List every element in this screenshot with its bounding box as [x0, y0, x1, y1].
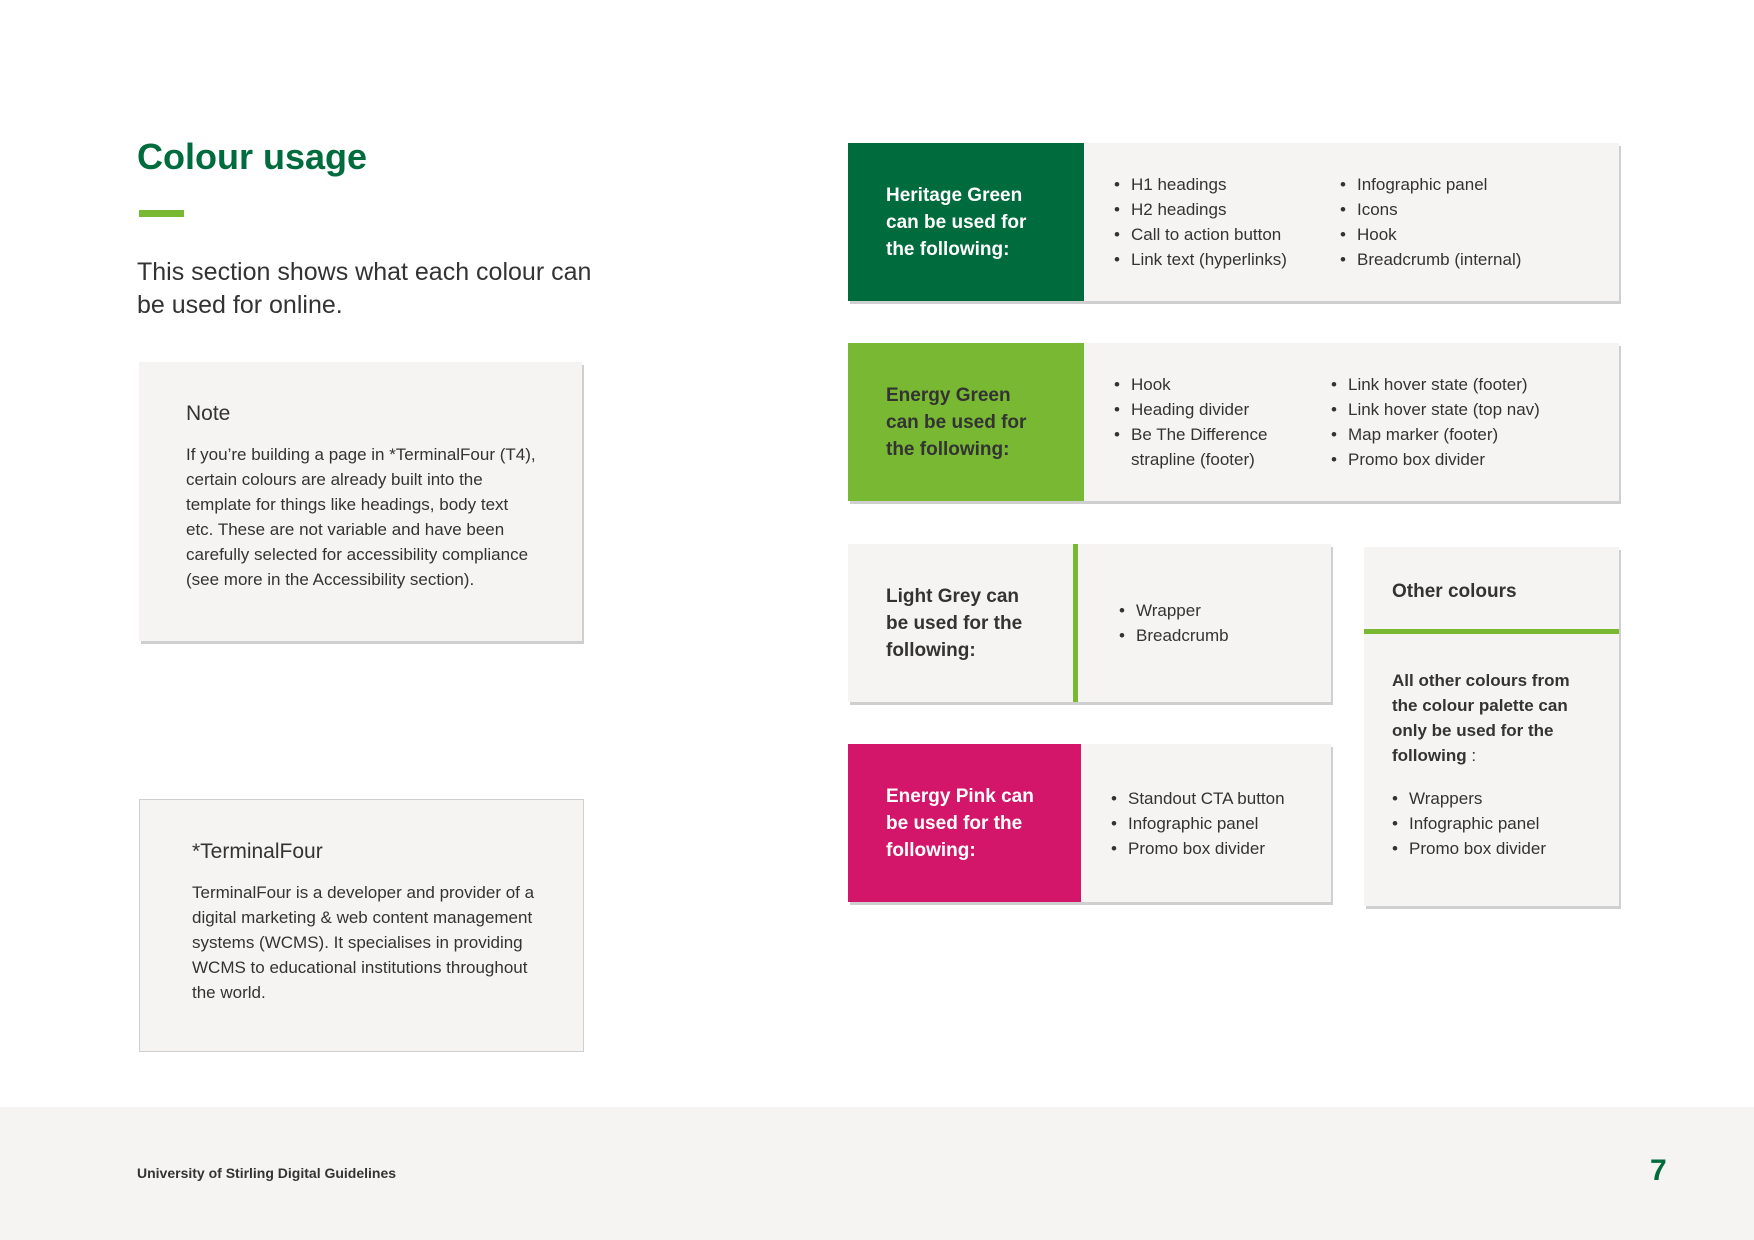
energy-green-swatch: [848, 343, 1084, 501]
terminalfour-box: [139, 799, 584, 1052]
note-heading: Note: [186, 402, 231, 425]
terminalfour-body: TerminalFour is a developer and provider of a digital marketing & web content management systems (WCMS). It specialises in providing WCMS to educational institutions throughout the world.: [192, 883, 535, 1002]
list-item: • Infographic panel: [1340, 172, 1580, 197]
list-item: • Promo box divider: [1331, 447, 1591, 472]
list-item: • Breadcrumb (internal): [1340, 247, 1580, 272]
list-item: • Heading divider: [1114, 397, 1331, 422]
list-item: • Infographic panel: [1392, 811, 1599, 836]
other-colours-box: [1364, 547, 1619, 906]
note-body: If you’re building a page in *TerminalFour (T4), certain colours are already built into the template for things like headings, body text etc. These are not variable and have been carefully selected for accessibility compliance (see more in the Accessibility section).: [186, 445, 536, 589]
energy-green-label: Energy Green can be used for the following:: [886, 384, 1027, 460]
list-item: • Breadcrumb: [1119, 623, 1319, 648]
heading-divider: [139, 210, 184, 217]
energy-green-list-1: [1114, 372, 1331, 472]
list-item: • Link text (hyperlinks): [1114, 247, 1340, 272]
list-item: • Wrappers: [1392, 786, 1599, 811]
other-colours-intro-suffix: :: [1466, 746, 1477, 765]
heritage-green-list-2: [1340, 172, 1580, 272]
heritage-green-swatch: [848, 143, 1084, 301]
list-item: • Map marker (footer): [1331, 422, 1591, 447]
heritage-green-list-1: [1114, 172, 1340, 272]
list-item: • Link hover state (footer): [1331, 372, 1591, 397]
list-item: • Hook: [1340, 222, 1580, 247]
page-intro: This section shows what each colour can be used for online.: [137, 258, 592, 319]
page-number: 7: [1650, 1154, 1667, 1187]
heritage-green-card: [848, 143, 1619, 301]
light-grey-label: Light Grey can be used for the following:: [886, 585, 1023, 661]
list-item: • Be The Difference strapline (footer): [1114, 422, 1331, 472]
heritage-green-label: Heritage Green can be used for the following:: [886, 184, 1027, 260]
energy-pink-label: Energy Pink can be used for the following:: [886, 785, 1034, 861]
other-colours-intro: [1392, 668, 1599, 768]
page-title: Colour usage: [137, 136, 368, 177]
energy-pink-card: [848, 744, 1331, 902]
list-item: • Standout CTA button: [1111, 786, 1331, 811]
other-colours-intro-bold: All other colours from the colour palette can only be used for the following: [1392, 671, 1570, 765]
light-grey-list: [1119, 598, 1319, 648]
terminalfour-heading: *TerminalFour: [192, 840, 323, 863]
light-grey-card: [848, 544, 1331, 702]
list-item: • Infographic panel: [1111, 811, 1331, 836]
list-item: • Call to action button: [1114, 222, 1340, 247]
list-item: • Wrapper: [1119, 598, 1319, 623]
list-item: • Icons: [1340, 197, 1580, 222]
list-item: • Link hover state (top nav): [1331, 397, 1591, 422]
footer-title: University of Stirling Digital Guidelines: [137, 1165, 397, 1181]
list-item: • Promo box divider: [1111, 836, 1331, 861]
energy-pink-swatch: [848, 744, 1081, 902]
list-item: • Promo box divider: [1392, 836, 1599, 861]
energy-green-card: [848, 343, 1619, 501]
energy-pink-list: [1111, 786, 1331, 861]
list-item: • H1 headings: [1114, 172, 1340, 197]
list-item: • H2 headings: [1114, 197, 1340, 222]
light-grey-swatch: [848, 544, 1078, 702]
other-colours-heading: Other colours: [1364, 547, 1619, 634]
energy-green-list-2: [1331, 372, 1591, 472]
other-colours-list: [1392, 786, 1599, 861]
note-box: [139, 362, 582, 641]
list-item: • Hook: [1114, 372, 1331, 397]
